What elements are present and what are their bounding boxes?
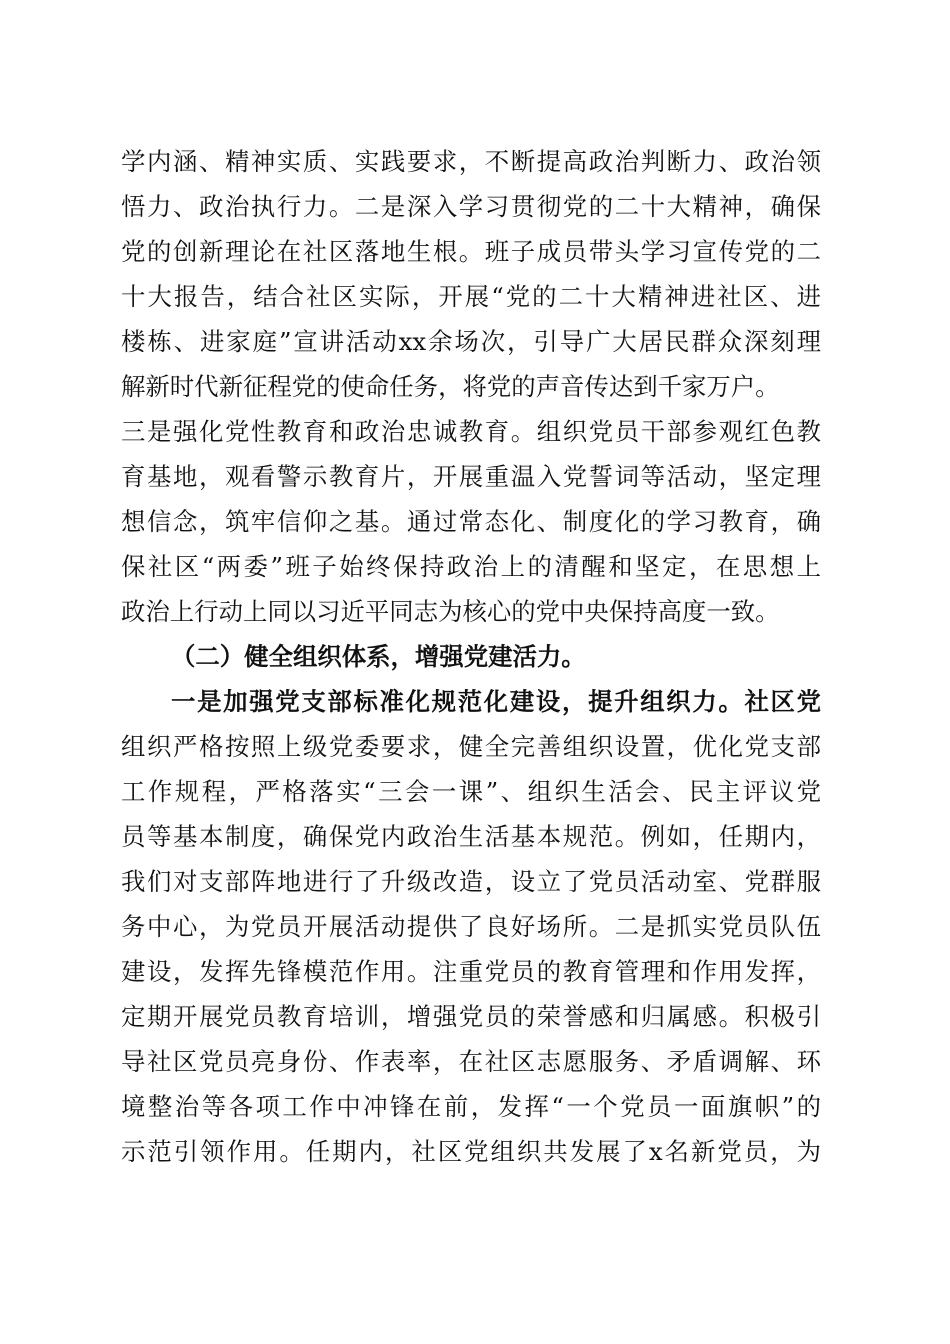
- body-text-line: 保社区“两委”班子始终保持政治上的清醒和坚定，在思想上: [121, 552, 821, 581]
- body-text-line: 境整治等各项工作中冲锋在前，发挥“一个党员一面旗帜”的: [121, 1092, 821, 1121]
- body-text-line: 三是强化党性教育和政治忠诚教育。组织党员干部参观红色教: [121, 417, 821, 446]
- body-text-line: 员等基本制度，确保党内政治生活基本规范。例如，任期内，: [121, 822, 821, 851]
- body-text-line: 工作规程，严格落实“三会一课”、组织生活会、民主评议党: [121, 777, 821, 806]
- body-text-line: 示范引领作用。任期内，社区党组织共发展了x名新党员，为: [121, 1137, 821, 1166]
- body-text-line: 悟力、政治执行力。二是深入学习贯彻党的二十大精神，确保: [121, 192, 821, 221]
- body-text-line: 政治上行动上同以习近平同志为核心的党中央保持高度一致。: [121, 597, 780, 626]
- body-text-line: 建设，发挥先锋模范作用。注重党员的教育管理和作用发挥，: [121, 957, 821, 986]
- body-text-line: 解新时代新征程党的使命任务，将党的声音传达到千家万户。: [121, 372, 780, 401]
- body-text-line: 想信念，筑牢信仰之基。通过常态化、制度化的学习教育，确: [121, 507, 821, 536]
- body-text-line: 十大报告，结合社区实际，开展“党的二十大精神进社区、进: [121, 282, 821, 311]
- body-text-line: 党的创新理论在社区落地生根。班子成员带头学习宣传党的二: [121, 237, 821, 266]
- body-text-line: 组织严格按照上级党委要求，健全完善组织设置，优化党支部: [121, 732, 821, 761]
- body-text-line: 学内涵、精神实质、实践要求，不断提高政治判断力、政治领: [121, 147, 821, 176]
- body-text-line: 务中心，为党员开展活动提供了良好场所。二是抓实党员队伍: [121, 912, 821, 941]
- body-text-line: 定期开展党员教育培训，增强党员的荣誉感和归属感。积极引: [121, 1002, 821, 1031]
- subsection-lead-line: 一是加强党支部标准化规范化建设，提升组织力。社区党: [171, 687, 821, 716]
- section-heading: （二）健全组织体系，增强党建活力。: [171, 642, 586, 671]
- body-text-line: 我们对支部阵地进行了升级改造，设立了党员活动室、党群服: [121, 867, 821, 896]
- body-text-line: 楼栋、进家庭”宣讲活动xx余场次，引导广大居民群众深刻理: [121, 327, 821, 356]
- body-text-line: 导社区党员亮身份、作表率，在社区志愿服务、矛盾调解、环: [121, 1047, 821, 1076]
- body-text-line: 育基地，观看警示教育片，开展重温入党誓词等活动，坚定理: [121, 462, 821, 491]
